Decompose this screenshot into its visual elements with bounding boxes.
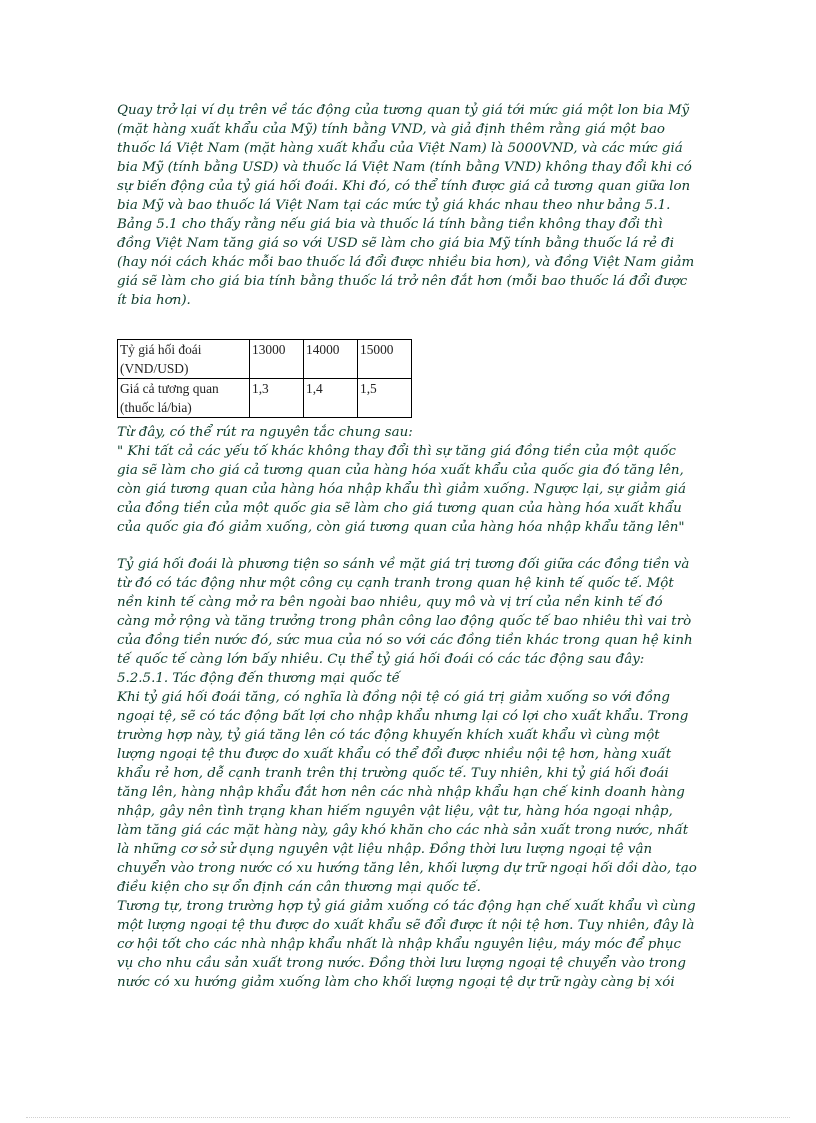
table-cell-label: Giá cả tương quan (thuốc lá/bia) <box>118 379 250 418</box>
rate-increase-paragraph: Khi tỷ giá hối đoái tăng, có nghĩa là đồng nội tệ có giá trị giảm xuống so với đồng ngoại tệ, sẽ có tác động bất lợi cho nhập khẩu nhưng lại có lợi cho xuất khẩu. Trong trường hợp này, tỷ giá tăng lên có tác động khuyến khích xuất khẩu vì cùng một lượng ngoại tệ thu được do xuất khẩu có thể đổi được nhiều nội tệ hơn, hàng xuất khẩu rẻ hơn, dễ cạnh tranh trên thị trường quốc tế. Tuy nhiên, khi tỷ giá hối đoái tăng lên, hàng nhập khẩu đắt hơn nên các nhà nhập khẩu hạn chế kinh doanh hàng nhập, gây nên tình trạng khan hiếm nguyên vật liệu, vật tư, hàng hóa ngoại nhập, làm tăng giá các mặt hàng này, gây khó khăn cho các nhà sản xuất trong nước, nhất là những cơ sở sử dụng nguyên vật liệu nhập. Đồng thời lưu lượng ngoại tệ vận chuyển vào trong nước có xu hướng tăng lên, khối lượng dự trữ ngoại hối dồi dào, tạo điều kiện cho sự ổn định cán cân thương mại quốc tế. <box>117 690 697 895</box>
table-cell: 15000 <box>358 340 412 379</box>
table-row <box>118 379 412 418</box>
intro-paragraph: Quay trở lại ví dụ trên về tác động của tương quan tỷ giá tới mức giá một lon bia Mỹ (mặt hàng xuất khẩu của Mỹ) tính bằng VND, và giả định thêm rằng giá một bao thuốc lá Việt Nam (mặt hàng xuất khẩu của Việt Nam) là 5000VND, và các mức giá bia Mỹ (tính bằng USD) và thuốc lá Việt Nam (tính bằng VND) không thay đổi khi có sự biến động của tỷ giá hối đoái. Khi đó, có thể tính được giá cả tương quan giữa lon bia Mỹ và bao thuốc lá Việt Nam tại các mức tỷ giá khác nhau theo như bảng 5.1. Bảng 5.1 cho thấy rằng nếu giá bia và thuốc lá tính bằng tiền không thay đổi thì đồng Việt Nam tăng giá so với USD sẽ làm cho giá bia Mỹ tính bằng thuốc lá rẻ đi (hay nói cách khác mỗi bao thuốc lá đổi được nhiều bia hơn), và đồng Việt Nam giảm giá sẽ làm cho giá bia tính bằng thuốc lá trở nên đắt hơn (mỗi bao thuốc lá đổi được ít bia hơn). <box>117 103 695 308</box>
section-heading: 5.2.5.1. Tác động đến thương mại quốc tế <box>117 671 400 686</box>
table-cell: 1,4 <box>304 379 358 418</box>
rate-decrease-paragraph: Tương tự, trong trường hợp tỷ giá giảm xuống có tác động hạn chế xuất khẩu vì cùng một lượng ngoại tệ thu được do xuất khẩu sẽ đổi được ít nội tệ hơn. Tuy nhiên, đây là cơ hội tốt cho các nhà nhập khẩu nhất là nhập khẩu nguyên liệu, máy móc để phục vụ cho nhu cầu sản xuất trong nước. Đồng thời lưu lượng ngoại tệ chuyển vào trong nước có xu hướng giảm xuống làm cho khối lượng ngoại tệ dự trữ ngày càng bị xói <box>117 899 696 990</box>
table-cell: 1,3 <box>250 379 304 418</box>
table-row <box>118 340 412 379</box>
conclusion-lead: Từ đây, có thể rút ra nguyên tắc chung sau: <box>117 425 413 440</box>
table-cell: 14000 <box>304 340 358 379</box>
exchange-rate-table <box>117 339 412 418</box>
exchange-rate-table-wrapper <box>117 339 412 418</box>
table-cell: 1,5 <box>358 379 412 418</box>
exchange-role-paragraph: Tỷ giá hối đoái là phương tiện so sánh về mặt giá trị tương đối giữa các đồng tiền và từ đó có tác động như một công cụ cạnh tranh trong quan hệ kinh tế quốc tế. Một nền kinh tế càng mở ra bên ngoài bao nhiêu, quy mô và vị trí của nền kinh tế đó càng mở rộng và tăng trưởng trong phân công lao động quốc tế bao nhiêu thì vai trò của đồng tiền nước đó, sức mua của nó so với các đồng tiền khác trong quan hệ kinh tế quốc tế càng lớn bấy nhiêu. Cụ thể tỷ giá hối đoái có các tác động sau đây: <box>117 557 693 667</box>
page-bottom-border <box>26 1117 790 1118</box>
exchange-effects-section <box>117 555 699 992</box>
principle-quote: " Khi tất cả các yếu tố khác không thay đổi thì sự tăng giá đồng tiền của một quốc gia sẽ làm cho giá cả tương quan của hàng hóa xuất khẩu của quốc gia đó tăng lên, còn giá tương quan của hàng hóa nhập khẩu thì giảm xuống. Ngược lại, sự giảm giá của đồng tiền của một quốc gia sẽ làm cho giá tương quan của hàng hóa xuất khẩu của quốc gia đó giảm xuống, còn giá tương quan của hàng hóa nhập khẩu tăng lên" <box>117 444 686 535</box>
principle-block <box>117 423 699 537</box>
table-cell: 13000 <box>250 340 304 379</box>
table-cell-label: Tỷ giá hối đoái (VND/USD) <box>118 340 250 379</box>
